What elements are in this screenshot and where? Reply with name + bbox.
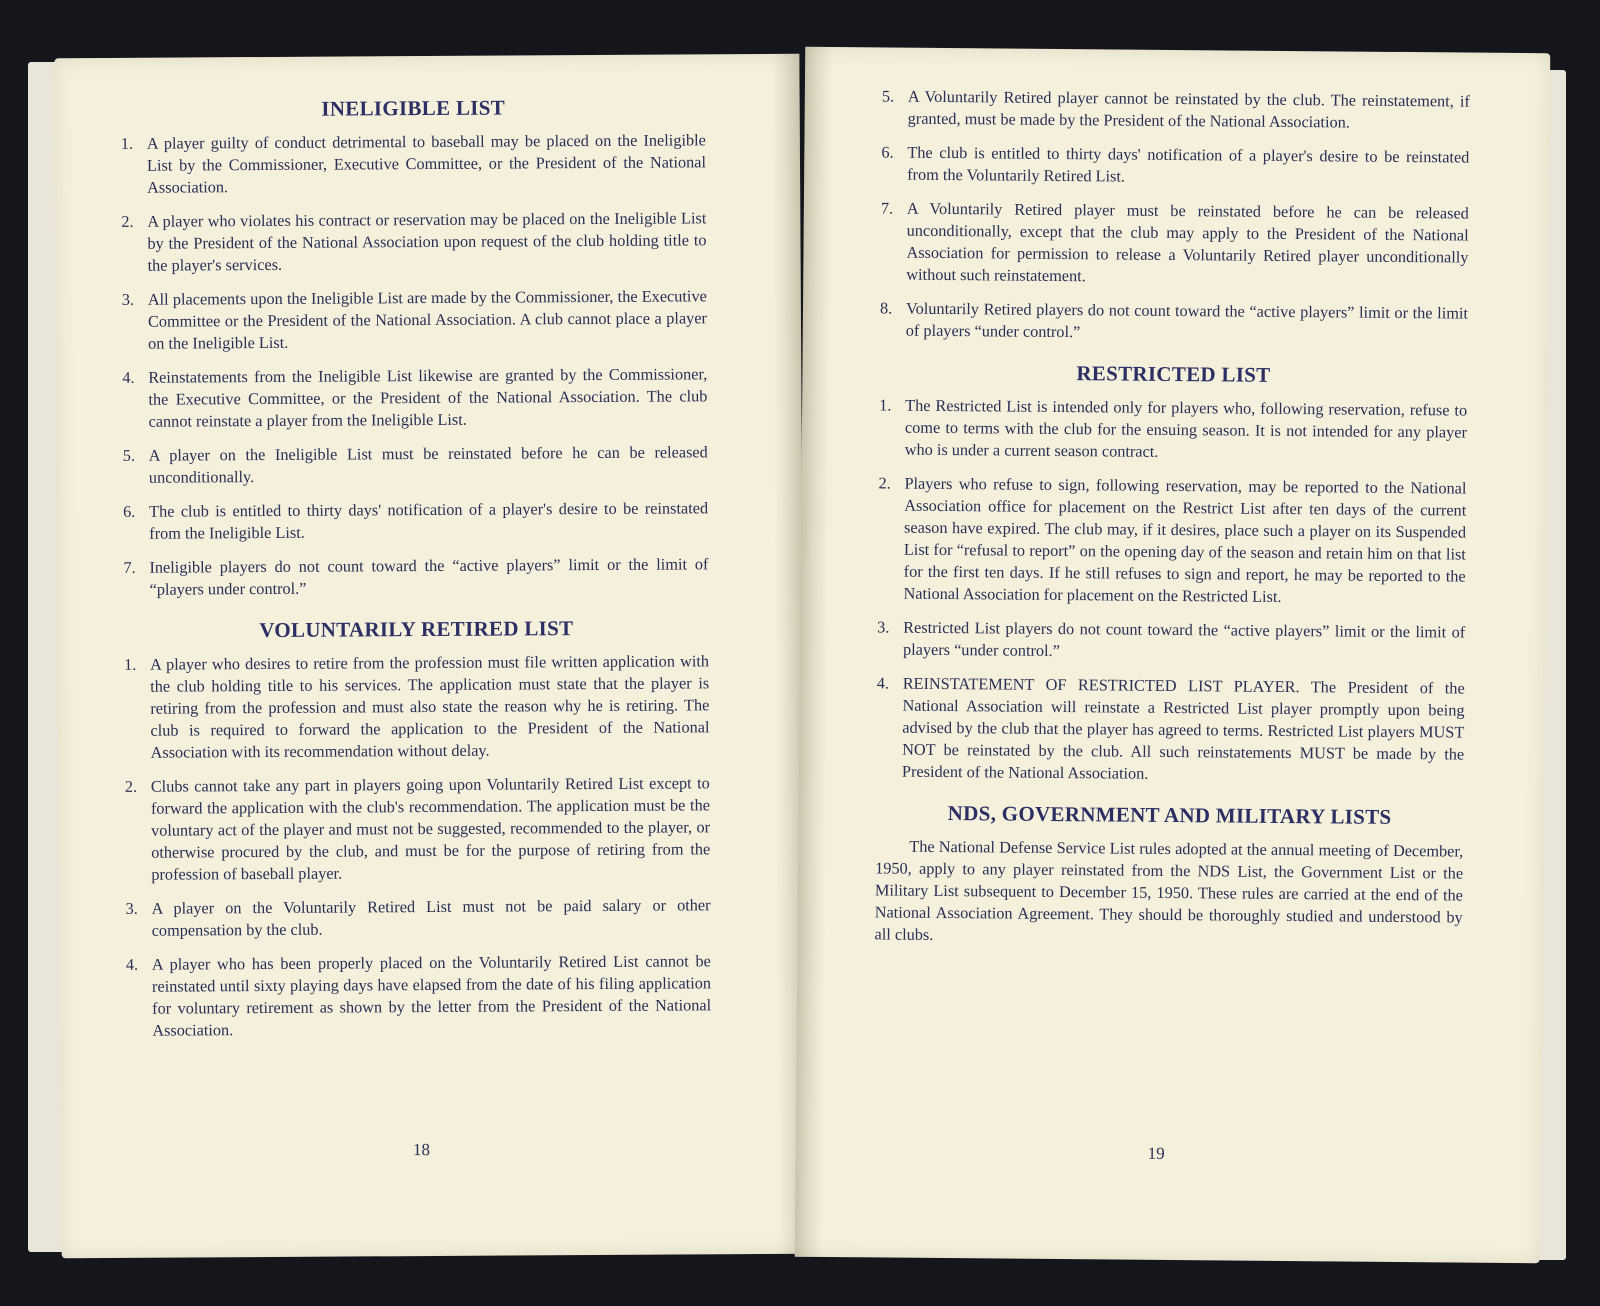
- right-page: [795, 47, 1551, 1263]
- rule-text: Players who refuse to sign, following reservation, may be reported to the National Association office for placement on the Restrict List after ten days of the current season have expired. The club may, if it desires, place such a player on its Suspended List for “refusal to report” on the opening day of the season and retain him on that list for the first ten days. If he still refuses to sign and report, he may be reported to the National Association for placement on the Restricted List.: [903, 473, 1467, 606]
- rule-item: [125, 772, 711, 886]
- restricted-list-section: [876, 359, 1468, 787]
- ineligible-list-rules: [121, 129, 709, 601]
- nds-government-military-lists-section: [874, 800, 1463, 950]
- rule-number: 6.: [881, 142, 894, 162]
- rule-text: A player on the Ineligible List must be reinstated before he can be released unconditionally.: [148, 442, 708, 487]
- rule-number: 2.: [124, 776, 138, 796]
- rule-number: 2.: [878, 473, 891, 493]
- rule-number: 5.: [881, 86, 895, 106]
- rule-number: 1.: [123, 654, 137, 674]
- rule-text: All placements upon the Ineligible List are made by the Commissioner, the Executive Committee or the President of the National Association. A club cannot place a player on the Ineligible List.: [147, 286, 707, 353]
- rule-item: [879, 394, 1468, 465]
- rule-item: [881, 141, 1469, 190]
- rule-text: A Voluntarily Retired player must be reinstated before he can be released unconditionally, except that the club may apply to the President of the National Association for permission to release a Voluntarily Retired player unconditionally without such reinstatement.: [906, 198, 1469, 286]
- rule-text: A player who violates his contract or reservation may be placed on the Ineligible List by the President of the National Association upon request of the club holding title to the player's services.: [147, 208, 707, 275]
- rule-number: 7.: [123, 557, 136, 577]
- rule-item: [877, 616, 1465, 665]
- rule-text: REINSTATEMENT OF RESTRICTED LIST PLAYER. The President of the National Association will reinstate a Restricted List player promptly upon being advised by the club that the player has agreed to terms. Restricted List players MUST NOT be reinstated by the club. All such reinstatements MUST be made by the President of the National Association.: [901, 673, 1465, 783]
- voluntarily-retired-list-rules-continued: [880, 85, 1470, 346]
- rule-item: [126, 950, 712, 1042]
- section-heading-nds-government-military-lists: NDS, GOVERNMENT AND MILITARY LISTS: [947, 801, 1392, 829]
- rule-text: A Voluntarily Retired player cannot be reinstated by the club. The reinstatement, if granted, must be made by the President of the National Association.: [907, 86, 1470, 132]
- rule-item: [876, 672, 1465, 787]
- page-number-left: 18: [412, 1140, 431, 1160]
- rule-number: 4.: [122, 367, 135, 387]
- rule-text: The club is entitled to thirty days' notification of a player's desire to be reinstated from the Ineligible List.: [149, 498, 709, 543]
- rule-text: A player guilty of conduct detrimental to baseball may be placed on the Ineligible List by the Commissioner, Executive Committee, or the President of the National Association.: [146, 130, 707, 197]
- rule-item: [122, 285, 707, 355]
- left-page: [54, 54, 806, 1259]
- rule-number: 3.: [125, 898, 138, 918]
- rule-number: 1.: [879, 395, 892, 415]
- rule-number: 4.: [876, 673, 890, 693]
- rule-number: 3.: [877, 617, 890, 637]
- rule-text: A player who desires to retire from the profession must file written application with the club holding title to his services. The application must state that the player is retiring from the profession and must also state the reason why he is retiring. The club is required to forward the application to the President of the National Association with its recommendation without delay.: [149, 651, 710, 762]
- rule-text: The Restricted List is intended only for players who, following reservation, refuse to come to terms with the club for the ensuing season. It is not intended for any player who is under a current season contract.: [904, 395, 1468, 461]
- rule-number: 4.: [125, 954, 139, 974]
- gutter-shadow: [795, 47, 834, 1257]
- rule-item: [880, 297, 1468, 346]
- page-number-right: 19: [1147, 1143, 1165, 1163]
- rule-item: [125, 894, 710, 942]
- rule-number: 3.: [121, 289, 135, 309]
- rule-item: [121, 129, 706, 199]
- ineligible-list-section: [121, 94, 709, 601]
- rule-item: [121, 207, 706, 277]
- rule-item: [122, 363, 707, 433]
- rule-item: [123, 553, 708, 601]
- voluntarily-retired-list-section: [124, 615, 712, 1042]
- rule-item: [877, 472, 1466, 609]
- rule-number: 1.: [120, 133, 134, 153]
- rule-text: A player who has been properly placed on the Voluntarily Retired List cannot be reinstated until sixty playing days have elapsed from the date of his filing application for voluntary retirement as shown by the letter from the President of the National Association.: [151, 951, 712, 1040]
- section-heading-ineligible-list: INELIGIBLE LIST: [321, 95, 506, 121]
- right-page-content: [874, 85, 1469, 950]
- rule-item: [882, 85, 1470, 134]
- rule-text: Clubs cannot take any part in players going upon Voluntarily Retired List except to forward the application with the club's recommendation. The application must be the voluntary act of the player and must not be suggested, recommended to the player, or otherwise procured by the club, and must be for the purpose of retiring from the profession of baseball player.: [150, 773, 711, 884]
- voluntarily-retired-list-rules: [124, 650, 711, 1042]
- rule-number: 7.: [880, 198, 894, 218]
- section-heading-voluntarily-retired-list: VOLUNTARILY RETIRED LIST: [259, 616, 574, 643]
- rule-item: [124, 650, 710, 764]
- rule-item: [123, 441, 708, 489]
- rule-item: [123, 497, 708, 545]
- rule-text: Ineligible players do not count toward the “active players” limit or the limit of “players under control.”: [149, 554, 709, 599]
- restricted-list-rules: [876, 394, 1467, 787]
- rule-text: Restricted List players do not count toward the “active players” limit or the limit of players “under control.”: [902, 617, 1466, 661]
- rule-text: A player on the Voluntarily Retired List must not be paid salary or other compensation by the club.: [151, 895, 711, 940]
- rule-number: 5.: [122, 445, 136, 465]
- rule-number: 2.: [121, 211, 134, 231]
- rule-item: [880, 197, 1469, 290]
- nds-paragraph: The National Defense Service List rules adopted at the annual meeting of December, 1950, apply to any player reinstated from the NDS List, the Government List or the Military List subsequent to December 15, 1950. These rules are carried at the end of the National Association Agreement. They should be thoroughly studied and understood by all clubs.: [874, 836, 1464, 944]
- rule-text: The club is entitled to thirty days' notification of a player's desire to be reinstated from the Voluntarily Retired List.: [907, 142, 1470, 186]
- rule-number: 8.: [879, 298, 893, 318]
- section-heading-restricted-list: RESTRICTED LIST: [1076, 361, 1271, 387]
- rule-number: 6.: [123, 501, 136, 521]
- rule-text: Reinstatements from the Ineligible List likewise are granted by the Commissioner, the Executive Committee, or the President of the National Association. The club cannot reinstate a player from the Ineligible List.: [148, 364, 708, 431]
- left-page-content: [121, 94, 712, 1054]
- rule-text: Voluntarily Retired players do not count toward the “active players” limit or the limit of players “under control.”: [905, 298, 1469, 342]
